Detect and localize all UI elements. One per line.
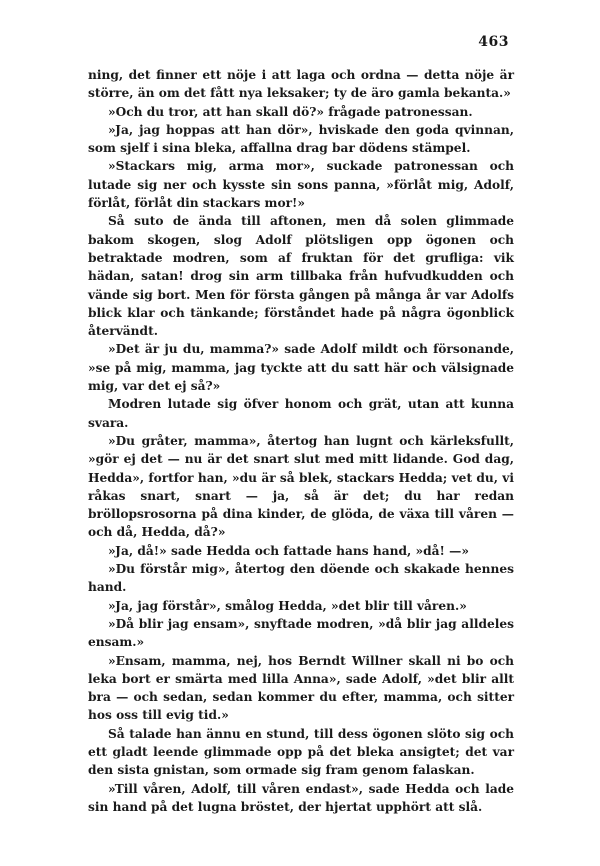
page-number: 463: [478, 34, 509, 50]
paragraph: Modren lutade sig öfver honom och grät, utan att kunna svara.: [88, 397, 514, 430]
paragraph: »Stackars mig, arma mor», suckade patronessan och lutade sig ner och kysste sin sons panna, »förlåt mig, Adolf, förlåt, förlåt din stackars mor!»: [88, 159, 514, 211]
paragraph: »Ja, då!» sade Hedda och fattade hans hand, »då! —»: [108, 543, 469, 558]
paragraph: »Det är ju du, mamma?» sade Adolf mildt och försonande, »se på mig, mamma, jag tyckte att du satt här och välsignade mig, var det ej så?»: [88, 342, 514, 394]
paragraph: »Och du tror, att han skall dö?» frågade patronessan.: [108, 104, 473, 119]
body-text: [88, 66, 514, 816]
paragraph: »Ja, jag hoppas att han dör», hviskade den goda qvinnan, som sjelf i sina bleka, affallna drag bar dödens stämpel.: [88, 122, 514, 156]
paragraph: »Du gråter, mamma», återtog han lugnt och kärleksfullt, »gör ej det — nu är det snart slut med mitt lidande. God dag, Hedda», fortfor han, »du är så blek, stackars Hedda; vet du, vi råkas snart, snart — ja, så är det; du har redan bröllopsrosorna på dina kinder, de glöda, de växa till våren — och då, Hedda, då?»: [88, 433, 514, 540]
paragraph: Så suto de ända till aftonen, men då solen glimmade bakom skogen, slog Adolf plötsligen opp ögonen och betraktade modren, som af fruktan för det grufliga: vik hädan, satan! drog sin arm tillbaka från hufvudkudden och vände sig bort. Men för första gången på många år var Adolfs blick klar och tänkande; förståndet hade på några ögonblick återvändt.: [88, 214, 514, 339]
paragraph: ning, det finner ett nöje i att laga och ordna — detta nöje är större, än om det fått nya leksaker; ty de äro gamla bekanta.»: [88, 68, 514, 101]
paragraph: »Du förstår mig», återtog den döende och skakade hennes hand.: [88, 562, 514, 595]
paragraph: »Till våren, Adolf, till våren endast», sade Hedda och lade sin hand på det lugna bröstet, der hjertat upphört att slå.: [88, 781, 514, 814]
paragraph: »Ensam, mamma, nej, hos Berndt Willner skall ni bo och leka bort er smärta med lilla Anna», sade Adolf, »det blir allt bra — och sedan, sedan kommer du efter, mamma, och sitter hos oss till evig tid.»: [88, 653, 514, 723]
paragraph: »Då blir jag ensam», snyftade modren, »då blir jag alldeles ensam.»: [88, 616, 514, 650]
paragraph: »Ja, jag förstår», smålog Hedda, »det blir till våren.»: [108, 598, 467, 613]
paragraph: Så talade han ännu en stund, till dess ögonen slöto sig och ett gladt leende glimmade opp på det bleka ansigtet; det var den sista gnistan, som ormade sig fram genom falaskan.: [88, 726, 514, 778]
